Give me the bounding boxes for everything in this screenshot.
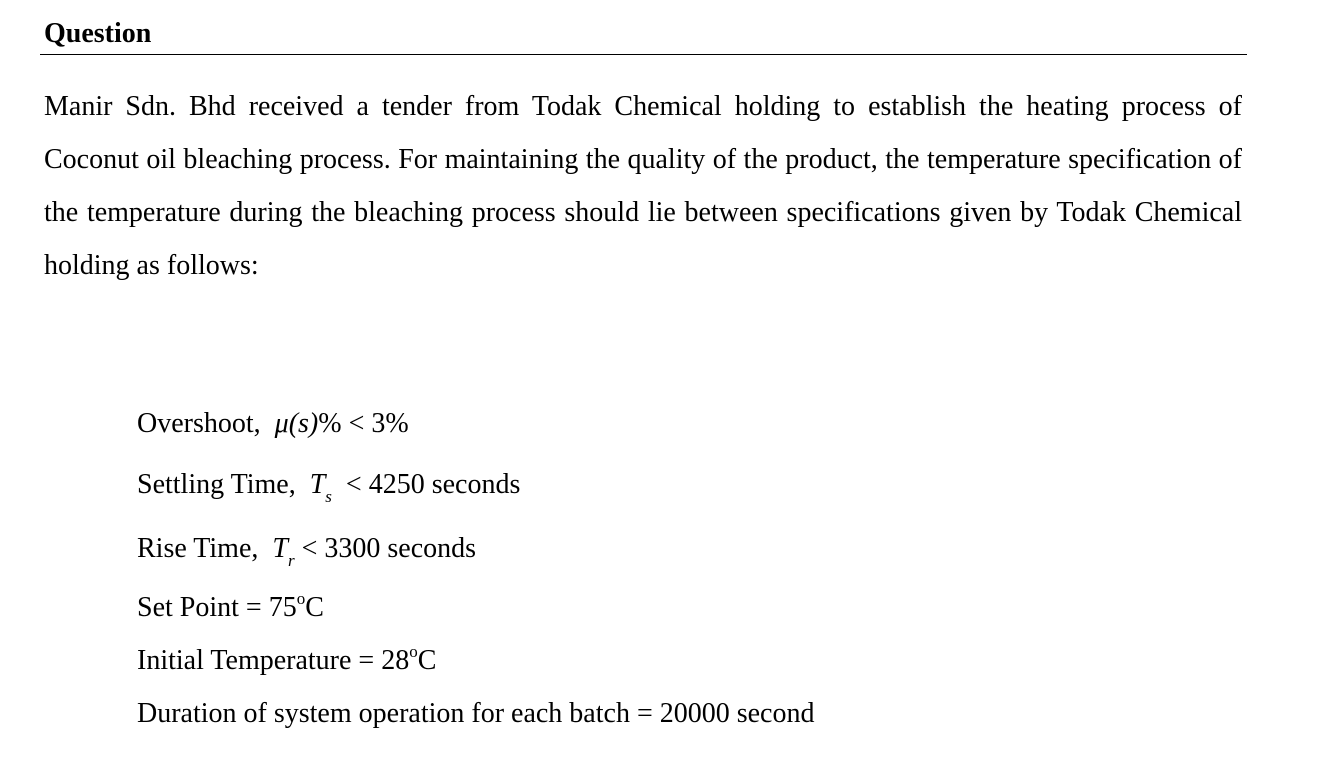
- overshoot-symbol: μ(s): [274, 408, 319, 439]
- set-point-prefix: Set Point = 75: [137, 592, 297, 623]
- overshoot-label: Overshoot,: [137, 408, 261, 439]
- initial-temperature-degree: o: [409, 642, 418, 661]
- rise-time-symbol: T: [272, 533, 288, 564]
- spec-rise-time: [137, 531, 476, 570]
- spec-overshoot: [137, 406, 409, 442]
- rise-time-subscript: r: [287, 551, 295, 570]
- spec-initial-temperature: [137, 643, 436, 682]
- overshoot-relation: % < 3%: [318, 408, 409, 439]
- heading-divider: [40, 54, 1247, 55]
- settling-time-subscript: s: [325, 487, 332, 506]
- settling-time-relation: < 4250 seconds: [345, 469, 521, 500]
- question-paragraph: Manir Sdn. Bhd received a tender from Todak Chemical holding to establish the heating process of Coconut oil bleaching process. For maintaining the quality of the product, the temperature specification of the temperature during the bleaching process should lie between specifications given by Todak Chemical holding as follows:: [44, 91, 1242, 281]
- set-point-unit: C: [305, 592, 324, 623]
- spec-settling-time: [137, 467, 520, 506]
- initial-temperature-unit: C: [417, 645, 437, 676]
- settling-time-label: Settling Time,: [137, 469, 296, 500]
- rise-time-label: Rise Time,: [137, 533, 259, 564]
- spec-set-point: [137, 590, 324, 629]
- settling-time-symbol: T: [309, 469, 326, 500]
- set-point-degree: o: [296, 589, 306, 608]
- rise-time-relation: < 3300 seconds: [301, 533, 477, 564]
- question-heading: Question: [44, 18, 152, 49]
- spec-duration: Duration of system operation for each batch = 20000 second: [137, 698, 815, 729]
- initial-temperature-prefix: Initial Temperature = 28: [137, 645, 410, 676]
